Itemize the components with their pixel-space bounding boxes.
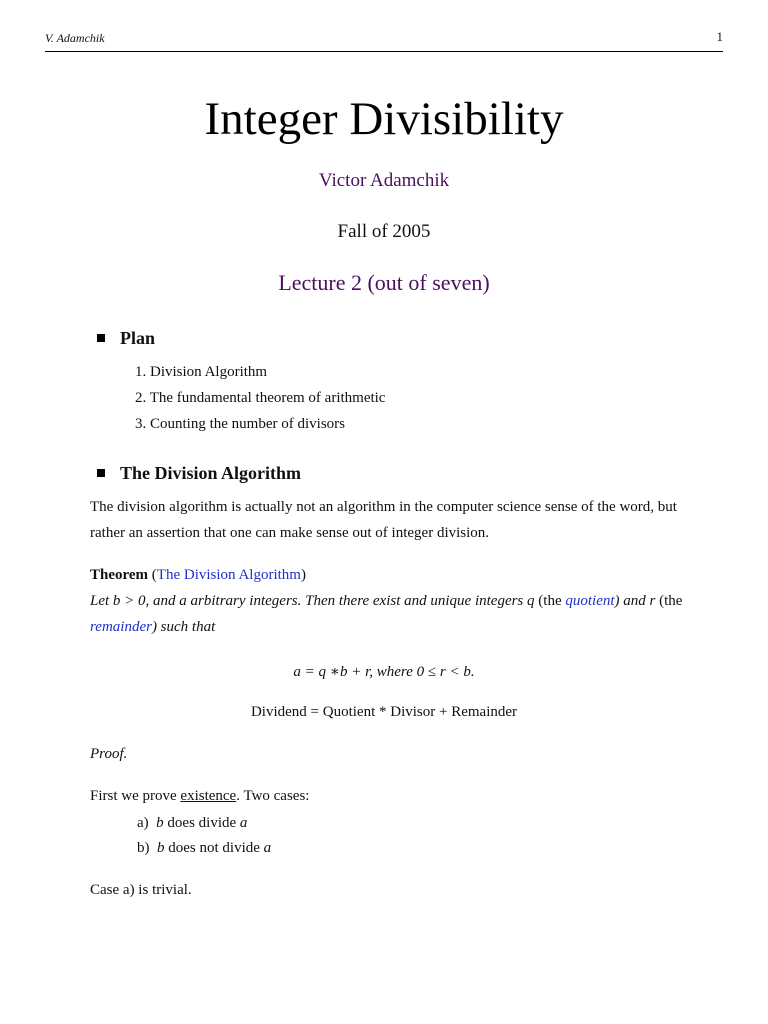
header-author: V. Adamchik: [45, 31, 105, 45]
plan-item: 3. Counting the number of divisors: [135, 416, 345, 432]
proof-label: Proof.: [90, 746, 128, 762]
paren: (: [151, 567, 157, 583]
intro-paragraph-line: rather an assertion that one can make sense out of integer division.: [90, 525, 490, 541]
division-equation: a = q ∗b + r, where 0 ≤ r < b.: [293, 664, 475, 680]
case-text: does not divide: [168, 840, 260, 856]
plan-item: 1. Division Algorithm: [135, 364, 268, 380]
theorem-statement-line: [90, 593, 690, 610]
statement-text: ) such that: [151, 619, 216, 635]
section-heading-label: Plan: [120, 328, 156, 348]
document-date: Fall of 2005: [337, 221, 431, 242]
quotient-link[interactable]: quotient: [565, 593, 615, 609]
statement-text: (the: [538, 593, 562, 609]
theorem-statement-line: [90, 619, 690, 636]
statement-text: Let b > 0, and a arbitrary integers. Then there exist and unique integers q: [90, 593, 535, 609]
case-item: [137, 815, 247, 832]
case-a-trivial: Case a) is trivial.: [90, 882, 192, 898]
square-bullet-icon: [97, 334, 105, 342]
case-var: a: [239, 815, 248, 831]
division-identity: Dividend = Quotient * Divisor + Remainder: [250, 704, 518, 720]
theorem-label: Theorem: [90, 567, 149, 583]
intro-paragraph-line: The division algorithm is actually not an algorithm in the computer science sense of the word, but: [90, 499, 677, 515]
remainder-link[interactable]: remainder: [90, 619, 152, 635]
case-text: does divide: [167, 815, 237, 831]
theorem-name-link[interactable]: The Division Algorithm: [156, 567, 301, 583]
existence-line: [90, 788, 690, 805]
section-heading-label: The Division Algorithm: [120, 463, 302, 483]
existence-text: First we prove: [90, 788, 181, 804]
case-item: [137, 840, 271, 857]
case-var: b: [157, 840, 165, 856]
existence-word: existence: [180, 788, 237, 804]
section-heading-division-algorithm: [97, 463, 301, 484]
document-title: Integer Divisibility: [204, 93, 564, 145]
document-author: Victor Adamchik: [318, 170, 450, 191]
plan-item: 2. The fundamental theorem of arithmetic: [135, 390, 386, 406]
case-label: a): [137, 815, 149, 831]
lecture-subtitle: Lecture 2 (out of seven): [278, 270, 490, 295]
theorem-heading: [90, 567, 690, 584]
case-label: b): [137, 840, 150, 856]
running-header: [45, 29, 723, 52]
case-var: b: [156, 815, 164, 831]
case-var: a: [263, 840, 272, 856]
page-number: 1: [716, 29, 723, 44]
existence-text: . Two cases:: [236, 788, 310, 804]
section-heading-plan: [97, 328, 155, 349]
square-bullet-icon: [97, 469, 105, 477]
paren: ): [300, 567, 306, 583]
statement-text: (the: [659, 593, 683, 609]
statement-text: ) and r: [614, 593, 656, 609]
